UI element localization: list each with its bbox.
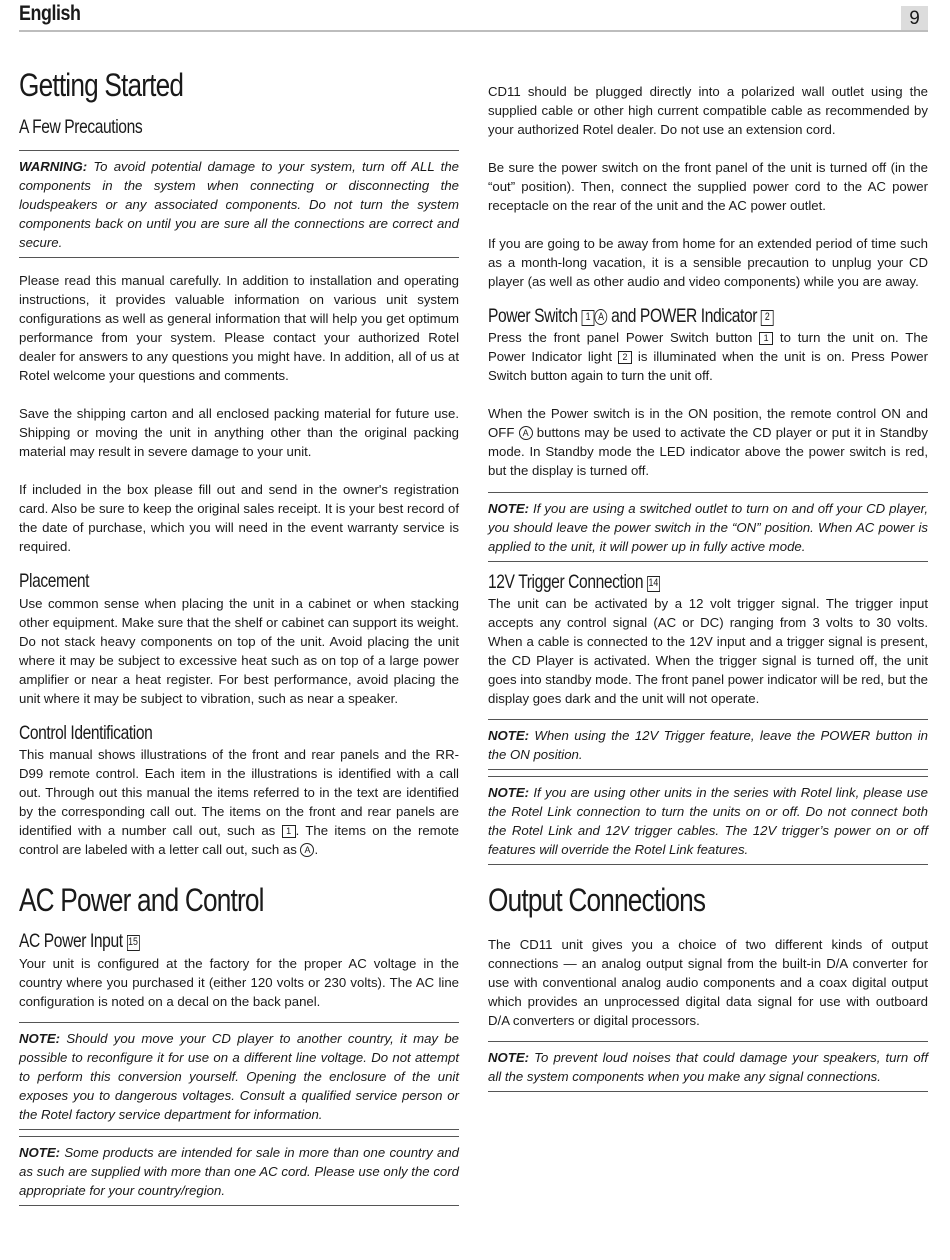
wall-outlet-paragraph: CD11 should be plugged directly into a polarized wall outlet using the supplied cable or other high current compatible cable as recommended by your authorized Rotel dealer. Do not use an extension cord. <box>488 84 928 137</box>
header-divider <box>19 30 928 32</box>
warning-label: WARNING: <box>19 159 88 174</box>
output-paragraph: The CD11 unit gives you a choice of two different kinds of output connections — an analog output signal from the built-in D/A converter for use with conventional analog audio components and a coax digital output which provides an unprocessed digital data signal for use with outboard D/A converters or digital processors. <box>488 937 928 1028</box>
divider <box>488 776 928 777</box>
getting-started-heading: Getting Started <box>19 67 184 103</box>
note-switched-outlet: NOTE: If you are using a switched outlet to turn on and off your CD player, you should leave the power switch in the “ON” position. When AC power is applied to the unit, it will power up in fully active mode. <box>488 501 928 554</box>
divider <box>19 1022 459 1023</box>
registration-paragraph: If included in the box please fill out and send in the owner's registration card. Also be sure to keep the original sales receipt. It is your best record of the date of purchase, which you will need in the event warranty service is required. <box>19 482 459 554</box>
divider <box>488 1041 928 1042</box>
callout-number-box: 1 <box>282 825 296 838</box>
callout-letter-circle: A <box>594 309 607 325</box>
ac-power-input-heading: AC Power Input 15 <box>19 930 138 952</box>
page-number: 9 <box>901 6 928 31</box>
shipping-paragraph: Save the shipping carton and all enclosed packing material for future use. Shipping or moving the unit in anything other than the original packing material may result in severe damage to your unit. <box>19 406 459 459</box>
ac-power-heading: AC Power and Control <box>19 882 264 918</box>
trigger-paragraph: The unit can be activated by a 12 volt trigger signal. The trigger input accepts any control signal (AC or DC) ranging from 3 volts to 30 volts. When a cable is connected to the 12V input and a trigger signal is present, the CD Player is activated. When the trigger signal is turned off, the unit goes into standby mode. The front panel power indicator will be red, but the display goes dark and the unit will not operate. <box>488 596 928 706</box>
divider <box>488 769 928 770</box>
vacation-paragraph: If you are going to be away from home for an extended period of time such as a month-long vacation, it is a sensible precaution to unplug your CD player (as well as other audio and video components) while you are away. <box>488 236 928 289</box>
callout-number-box: 15 <box>127 935 140 951</box>
divider <box>19 257 459 258</box>
note-ac-cord: NOTE: Some products are intended for sale in more than one country and as such are supplied with more than one AC cord. Please use only the cord appropriate for your country/region. <box>19 1145 459 1198</box>
power-switch-paragraph: Press the front panel Power Switch button 1 to turn the unit on. The Power Indicator light 2 is illuminated when the unit is on. Press Power Switch button again to turn the unit off. <box>488 330 929 383</box>
placement-heading: Placement <box>19 570 90 592</box>
callout-number-box: 1 <box>759 332 773 345</box>
note-rotel-link: NOTE: If you are using other units in the series with Rotel link, please use the Rotel Link connection to turn the units on or off. Do not connect both the Rotel Link and 12V trigger cables. The 12V trigger’s power on or off features will override the Rotel Link features. <box>488 785 928 857</box>
divider <box>19 150 459 151</box>
divider <box>488 719 928 720</box>
callout-number-box: 14 <box>647 576 660 592</box>
note-trigger: NOTE: When using the 12V Trigger feature, leave the POWER button in the ON position. <box>488 728 928 762</box>
callout-number-box: 2 <box>618 351 632 364</box>
callout-number-box: 2 <box>761 310 774 326</box>
standby-paragraph: When the Power switch is in the ON position, the remote control ON and OFF A buttons may be used to activate the CD player or put it in Standby mode. In Standby mode the LED indicator above the power switch is red, but the display is turned off. <box>488 406 928 478</box>
callout-letter-circle: A <box>519 426 533 440</box>
divider <box>488 492 928 493</box>
callout-number-box: 1 <box>582 310 595 326</box>
note-voltage: NOTE: Should you move your CD player to another country, it may be possible to reconfigure it for use on a different line voltage. Do not attempt to perform this conversion yourself. Opening the enclosure of the unit exposes you to dangerous voltages. Consult a qualified service person or the Rotel factory service department for information. <box>19 1031 459 1122</box>
trigger-heading: 12V Trigger Connection 14 <box>488 571 659 593</box>
language-label: English <box>19 2 81 25</box>
warning-text: To avoid potential damage to your system, turn off ALL the components in the system when connecting or disconnecting the loudspeakers or any associated components. Do not turn the system components back on until you are sure all the connections are correct and secure. <box>19 159 459 250</box>
placement-paragraph: Use common sense when placing the unit in a cabinet or when stacking other equipment. Make sure that the shelf or cabinet can support its weight. Do not stack heavy components on top of the unit. Avoid placing the unit where it may be subject to excessive heat such as on top of a large power amplifier or near a heat register. For best performance, avoid placing the unit where it may be subject to vibration, such as near a speaker. <box>19 596 459 706</box>
note-loud-noises: NOTE: To prevent loud noises that could damage your speakers, turn off all the system components when you make any signal connections. <box>488 1050 928 1084</box>
callout-letter-circle: A <box>300 843 314 857</box>
divider <box>488 561 928 562</box>
power-cord-paragraph: Be sure the power switch on the front panel of the unit is turned off (in the “out” position). Then, connect the supplied power cord to the AC power receptacle on the rear of the unit and the AC power outlet. <box>488 160 928 213</box>
divider <box>19 1129 459 1130</box>
ac-power-input-paragraph: Your unit is configured at the factory for the proper AC voltage in the country where you purchased it (either 120 volts or 230 volts). The AC line configuration is noted on a decal on the back panel. <box>19 956 459 1009</box>
control-identification-heading: Control Identification <box>19 722 153 744</box>
divider <box>19 1205 459 1206</box>
divider <box>488 864 928 865</box>
control-identification-paragraph: This manual shows illustrations of the front and rear panels and the RR-D99 remote control. Each item in the illustrations is identified with a call out. Through out this manual the items referred to in the text are identified by the corresponding call out. The items on the front and rear panels are identified with a number call out, such as 1 . The items on the remote control are labeled with a letter call out, such as A . <box>19 747 459 857</box>
intro-paragraph: Please read this manual carefully. In addition to installation and operating instructions, it provides valuable information on various unit system configurations as well as general information that will help you get optimum performance from your system. Please contact your authorized Rotel dealer for answers to any questions you might have. In addition, all of us at Rotel welcome your questions and comments. <box>19 273 459 383</box>
power-switch-heading: Power Switch 1 A and POWER Indicator 2 <box>488 305 840 328</box>
output-connections-heading: Output Connections <box>488 882 706 918</box>
warning-note <box>19 157 459 252</box>
divider <box>19 1136 459 1137</box>
divider <box>488 1091 928 1092</box>
precautions-heading: A Few Precautions <box>19 116 143 138</box>
